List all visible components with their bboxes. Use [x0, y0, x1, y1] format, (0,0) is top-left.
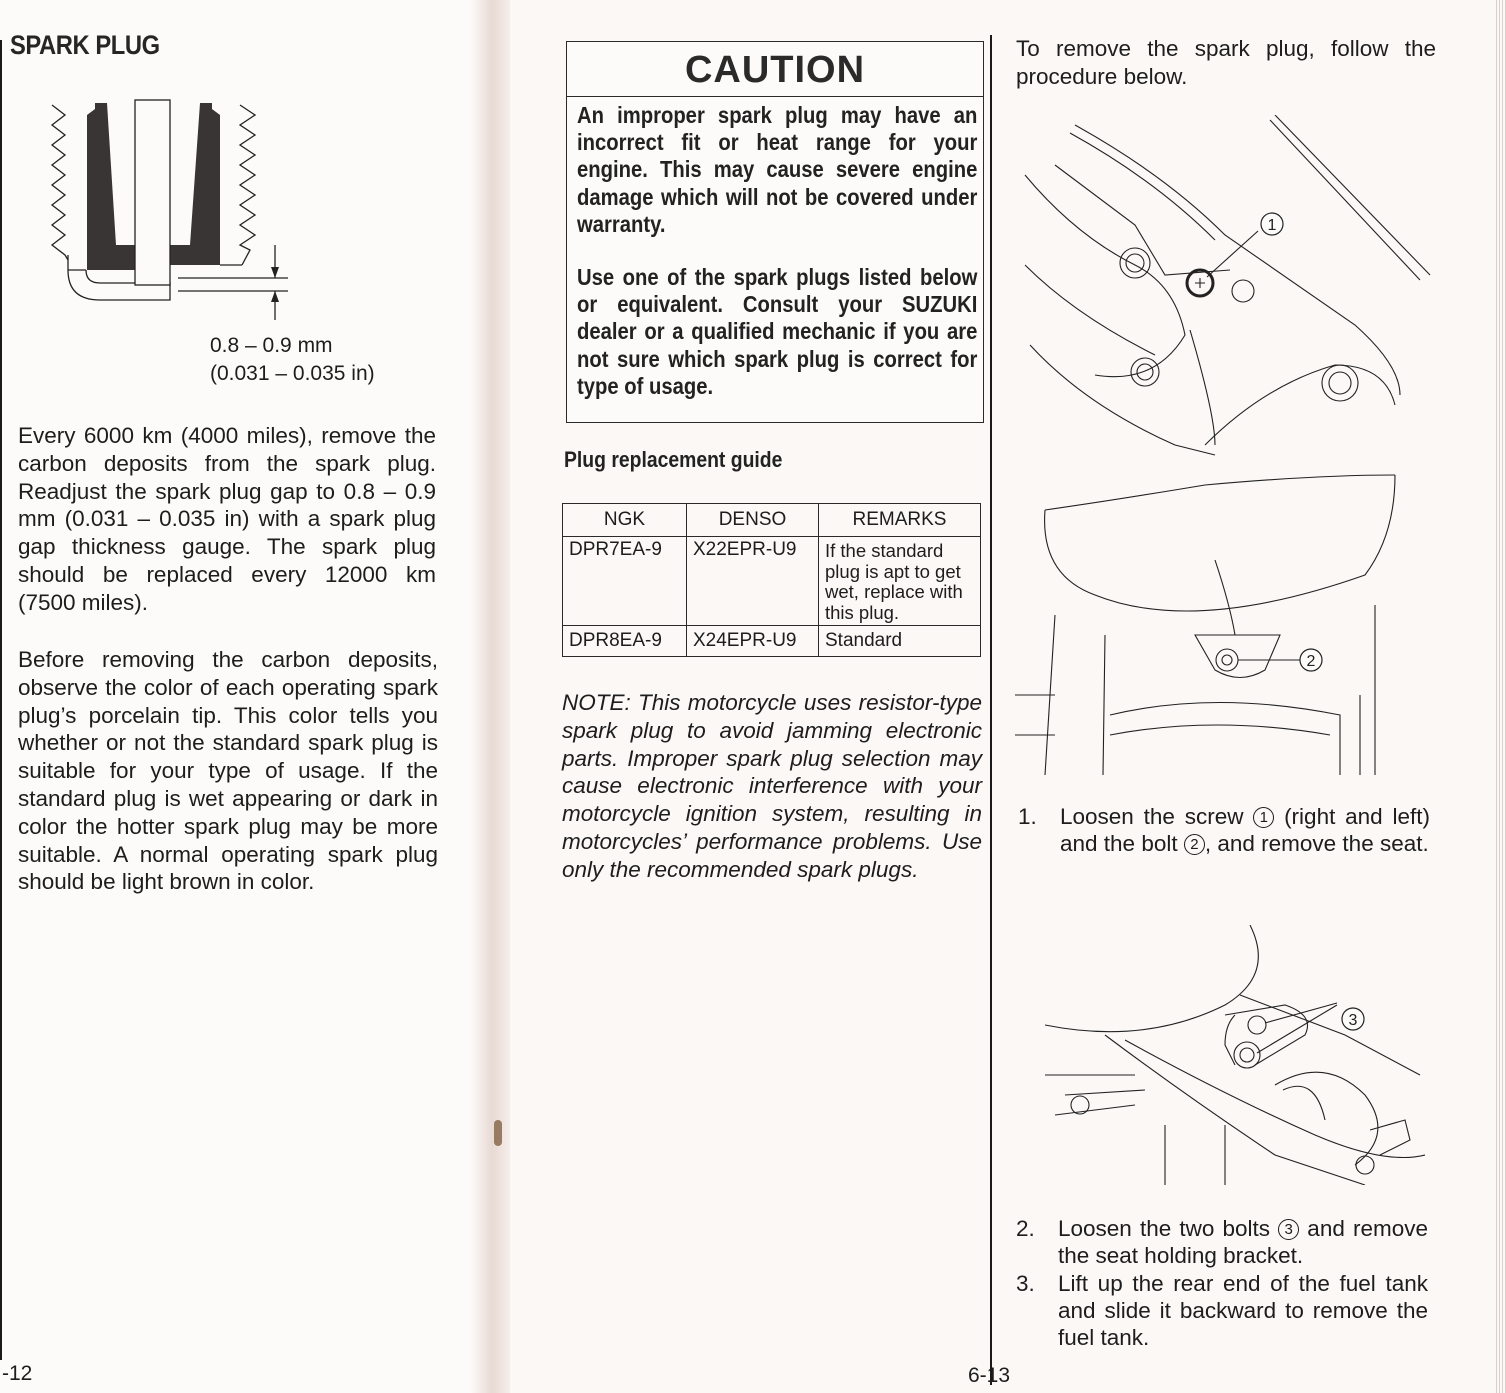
procedure-intro: To remove the spark plug, follow the procedure below.	[1016, 36, 1436, 89]
table-row	[563, 537, 981, 626]
step-number: 3.	[1016, 1271, 1035, 1296]
caution-paragraph-suzuki: Use one of the spark plugs listed below or equivalent. Consult your SUZUKI dealer or a qualified mechanic if you are not sure which spark plug is correct for type of usage.	[577, 264, 978, 399]
section-title: SPARK PLUG	[10, 30, 160, 60]
paragraph-cleaning-interval: Every 6000 km (4000 miles), remove the carbon deposits from the spark plug. Readjust the spark plug gap to 0.8 – 0.9 mm (0.031 – 0.035 in) with a spark plug gap thickness gauge. The spark plug should be replaced every 12000 km (7500 miles).	[18, 423, 436, 615]
page-edge	[1496, 0, 1506, 1393]
col-header-denso: DENSO	[687, 504, 819, 537]
col-header-ngk: NGK	[563, 504, 687, 537]
gap-spec-in: (0.031 – 0.035 in)	[210, 362, 375, 385]
center-electrode	[135, 100, 170, 285]
svg-text:2: 2	[1306, 653, 1316, 670]
step-text: Loosen the screw	[1060, 804, 1254, 829]
page-number-center: 6-13	[968, 1364, 1011, 1387]
plug-replacement-table	[562, 503, 981, 657]
step-number: 1.	[1018, 804, 1037, 829]
right-thread	[240, 105, 255, 265]
seat-removal-figure	[1015, 115, 1435, 780]
callout-ref-1: 1	[1253, 807, 1274, 828]
step-number: 2.	[1016, 1216, 1035, 1241]
page-stain	[494, 1120, 502, 1146]
callout-ref-3: 3	[1278, 1219, 1299, 1240]
guide-title: Plug replacement guide	[564, 447, 783, 472]
step-text: and remove the seat holding bracket.	[1058, 1216, 1429, 1268]
caution-paragraph-fit: An improper spark plug may have an incorrect fit or heat range for your engine. This may cause severe engine damage which will not be covered under warranty.	[577, 102, 978, 237]
svg-text:3: 3	[1348, 1012, 1358, 1029]
cell-ngk: DPR7EA-9	[563, 537, 687, 626]
resistor-plug-note: NOTE: This motorcycle uses resistor-type spark plug to avoid jamming electronic parts. Improper spark plug selection may cause electronic interference with your motorcycle ignition system, resulting in motorcycles’ performance problems. Use only the recommended spark plugs.	[562, 690, 982, 882]
column-rule	[990, 35, 992, 1385]
step-text: Lift up the rear end of the fuel tank and slide it backward to remove the fuel tank.	[1058, 1271, 1428, 1350]
step-text: Loosen the two bolts	[1058, 1216, 1279, 1241]
cell-ngk: DPR8EA-9	[563, 626, 687, 657]
caution-heading: CAUTION	[567, 42, 983, 97]
seat-bracket-figure	[1025, 925, 1425, 1185]
caution-box	[566, 41, 984, 423]
paragraph-plug-color: Before removing the carbon deposits, observe the color of each operating spark plug’s porcelain tip. This color tells you whether or not the standard spark plug is suitable for your type of usage. If the standard plug is wet appearing or dark in color the hotter spark plug may be more suitable. A normal operating spark plug should be light brown in color.	[18, 647, 438, 895]
step-text: (right and left) and the bolt	[1060, 804, 1430, 856]
cell-denso: X24EPR-U9	[687, 626, 819, 657]
step-text: , and remove the seat.	[1204, 831, 1429, 856]
table-header-row	[563, 504, 981, 537]
gap-spec-mm: 0.8 – 0.9 mm	[210, 334, 333, 357]
col-header-remarks: REMARKS	[819, 504, 981, 537]
insulator	[87, 103, 135, 270]
margin-rule	[0, 40, 2, 1360]
spark-plug-gap-diagram	[40, 95, 310, 325]
step-1	[1018, 803, 1430, 857]
left-thread	[52, 105, 68, 260]
svg-text:1: 1	[1267, 217, 1277, 234]
book-gutter	[470, 0, 510, 1393]
cell-remarks: If the standard plug is apt to get wet, replace with this plug.	[819, 537, 981, 626]
step-2	[1016, 1215, 1428, 1269]
page-number-left: -12	[2, 1362, 33, 1385]
callout-ref-2: 2	[1184, 834, 1205, 855]
cell-remarks: Standard	[819, 626, 981, 657]
table-row	[563, 626, 981, 657]
step-3	[1016, 1270, 1428, 1351]
cell-denso: X22EPR-U9	[687, 537, 819, 626]
